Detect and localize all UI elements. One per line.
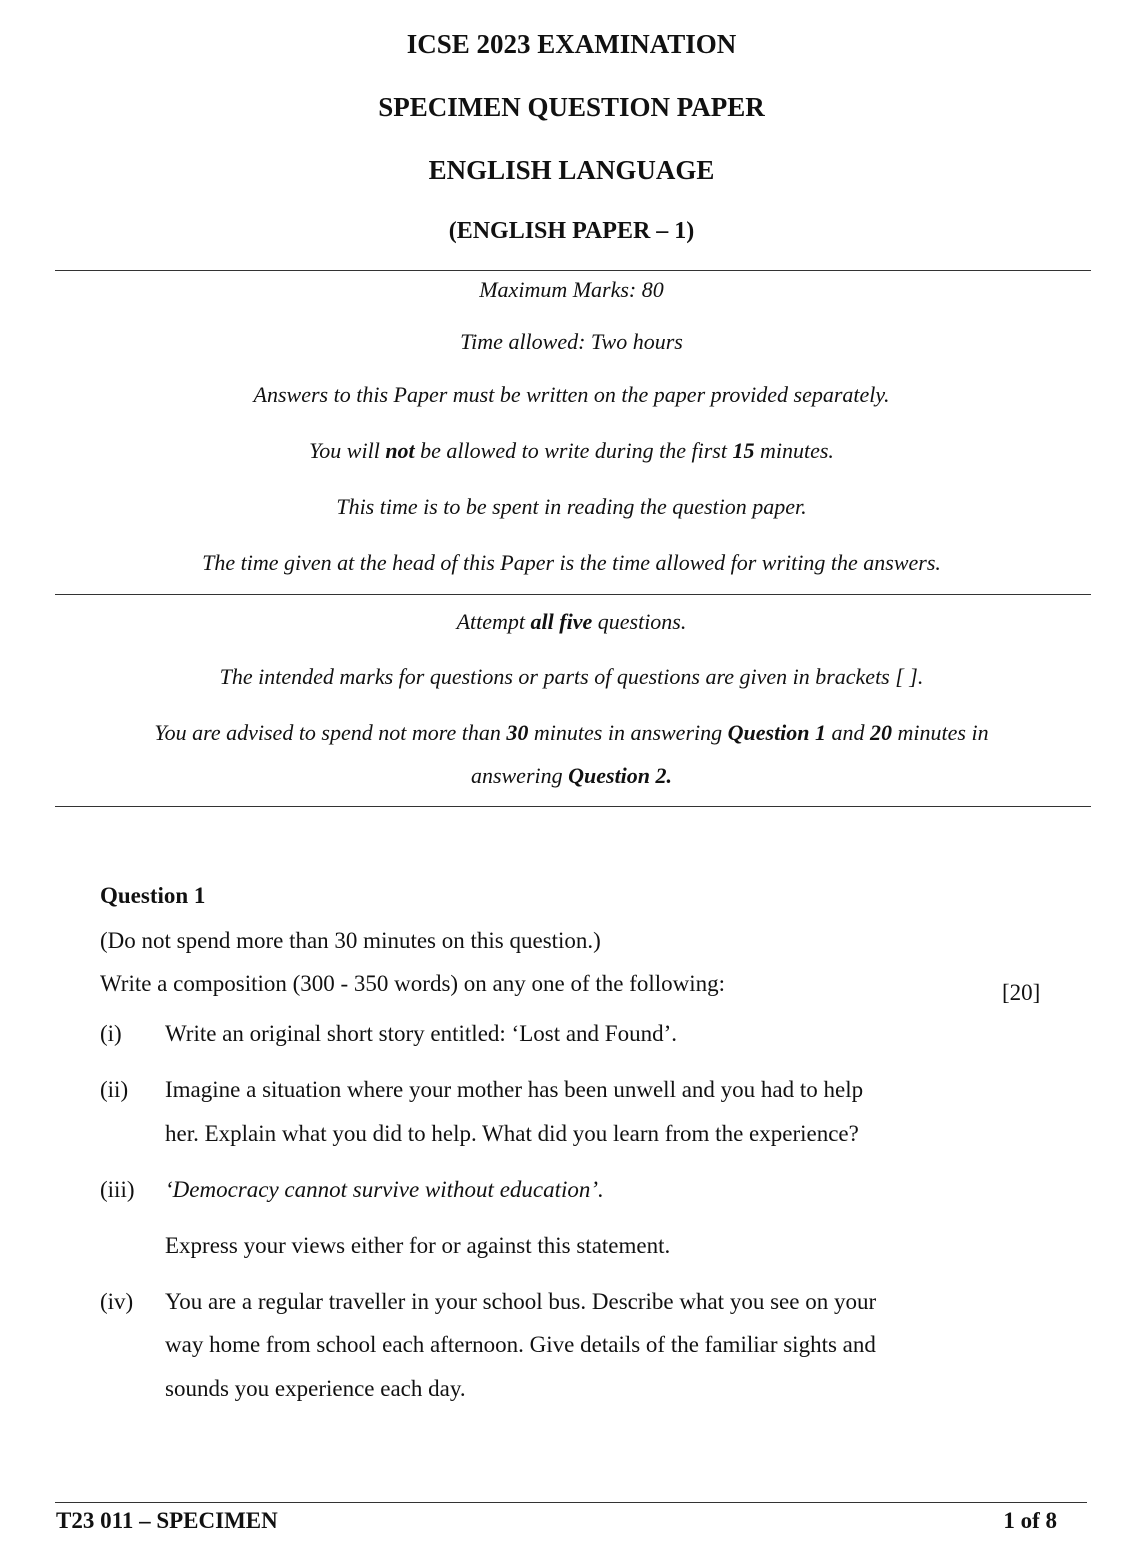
attempt-suffix: questions. bbox=[592, 609, 687, 634]
advice-text-2: minutes in answering bbox=[528, 720, 728, 745]
bottom-rule bbox=[55, 806, 1091, 807]
attempt-bold: all five bbox=[530, 609, 593, 634]
advice-question-1: Question 1 bbox=[727, 720, 827, 745]
advice-question-2: Question 2. bbox=[568, 763, 673, 788]
reading-prefix: You will bbox=[309, 438, 386, 463]
footer-rule bbox=[55, 1502, 1087, 1503]
paper-type-title: SPECIMEN QUESTION PAPER bbox=[378, 92, 765, 122]
reading-minutes: 15 bbox=[732, 438, 755, 463]
item-number: (iv) bbox=[100, 1289, 134, 1314]
footer-code: T23 011 – SPECIMEN bbox=[56, 1508, 278, 1533]
page-number: 1 of 8 bbox=[1003, 1508, 1057, 1533]
max-marks: Maximum Marks: 80 bbox=[479, 277, 664, 302]
question-1-marks: [20] bbox=[1002, 980, 1041, 1005]
marks-note: The intended marks for questions or parts of questions are given in brackets [ ]. bbox=[219, 664, 924, 689]
advice-text-5: answering bbox=[470, 763, 569, 788]
reading-suffix: minutes. bbox=[754, 438, 834, 463]
top-rule bbox=[55, 270, 1091, 271]
item-number: (ii) bbox=[100, 1077, 129, 1102]
item-line: Write an original short story entitled: ‘Lost and Found’. bbox=[165, 1021, 678, 1046]
question-1-time-note: (Do not spend more than 30 minutes on this question.) bbox=[100, 928, 601, 953]
attempt-prefix: Attempt bbox=[456, 609, 531, 634]
middle-rule bbox=[55, 594, 1091, 595]
item-number: (iii) bbox=[100, 1177, 135, 1202]
reading-time-note: This time is to be spent in reading the question paper. bbox=[336, 494, 807, 519]
reading-not: not bbox=[385, 438, 415, 463]
advice-30: 30 bbox=[506, 720, 529, 745]
advice-line-2 bbox=[0, 763, 1143, 789]
paper-number-title: (ENGLISH PAPER – 1) bbox=[448, 218, 695, 244]
exam-title: ICSE 2023 EXAMINATION bbox=[406, 29, 737, 59]
attempt-note bbox=[0, 609, 1143, 635]
question-1-heading: Question 1 bbox=[100, 883, 206, 908]
advice-20: 20 bbox=[870, 720, 893, 745]
time-allowed: Time allowed: Two hours bbox=[460, 329, 683, 354]
question-1-instruction: Write a composition (300 - 350 words) on any one of the following: bbox=[100, 971, 726, 996]
item-line: Imagine a situation where your mother has been unwell and you had to help bbox=[165, 1077, 864, 1102]
item-line: way home from school each afternoon. Give details of the familiar sights and bbox=[165, 1332, 876, 1357]
subject-title: ENGLISH LANGUAGE bbox=[428, 155, 715, 185]
reading-note bbox=[0, 438, 1143, 464]
item-line: her. Explain what you did to help. What did you learn from the experience? bbox=[165, 1121, 859, 1146]
item-line: ‘Democracy cannot survive without education’. bbox=[165, 1177, 604, 1202]
advice-line-1 bbox=[0, 720, 1143, 746]
time-head-note: The time given at the head of this Paper is the time allowed for writing the answers. bbox=[202, 550, 941, 575]
item-line: sounds you experience each day. bbox=[165, 1376, 466, 1401]
item-line: You are a regular traveller in your school bus. Describe what you see on your bbox=[165, 1289, 877, 1314]
advice-text-4: minutes in bbox=[892, 720, 989, 745]
item-number: (i) bbox=[100, 1021, 122, 1046]
advice-text-3: and bbox=[826, 720, 871, 745]
answers-note: Answers to this Paper must be written on the paper provided separately. bbox=[253, 382, 890, 407]
advice-text-1: You are advised to spend not more than bbox=[154, 720, 507, 745]
reading-mid: be allowed to write during the first bbox=[414, 438, 733, 463]
item-line: Express your views either for or against this statement. bbox=[165, 1233, 671, 1258]
